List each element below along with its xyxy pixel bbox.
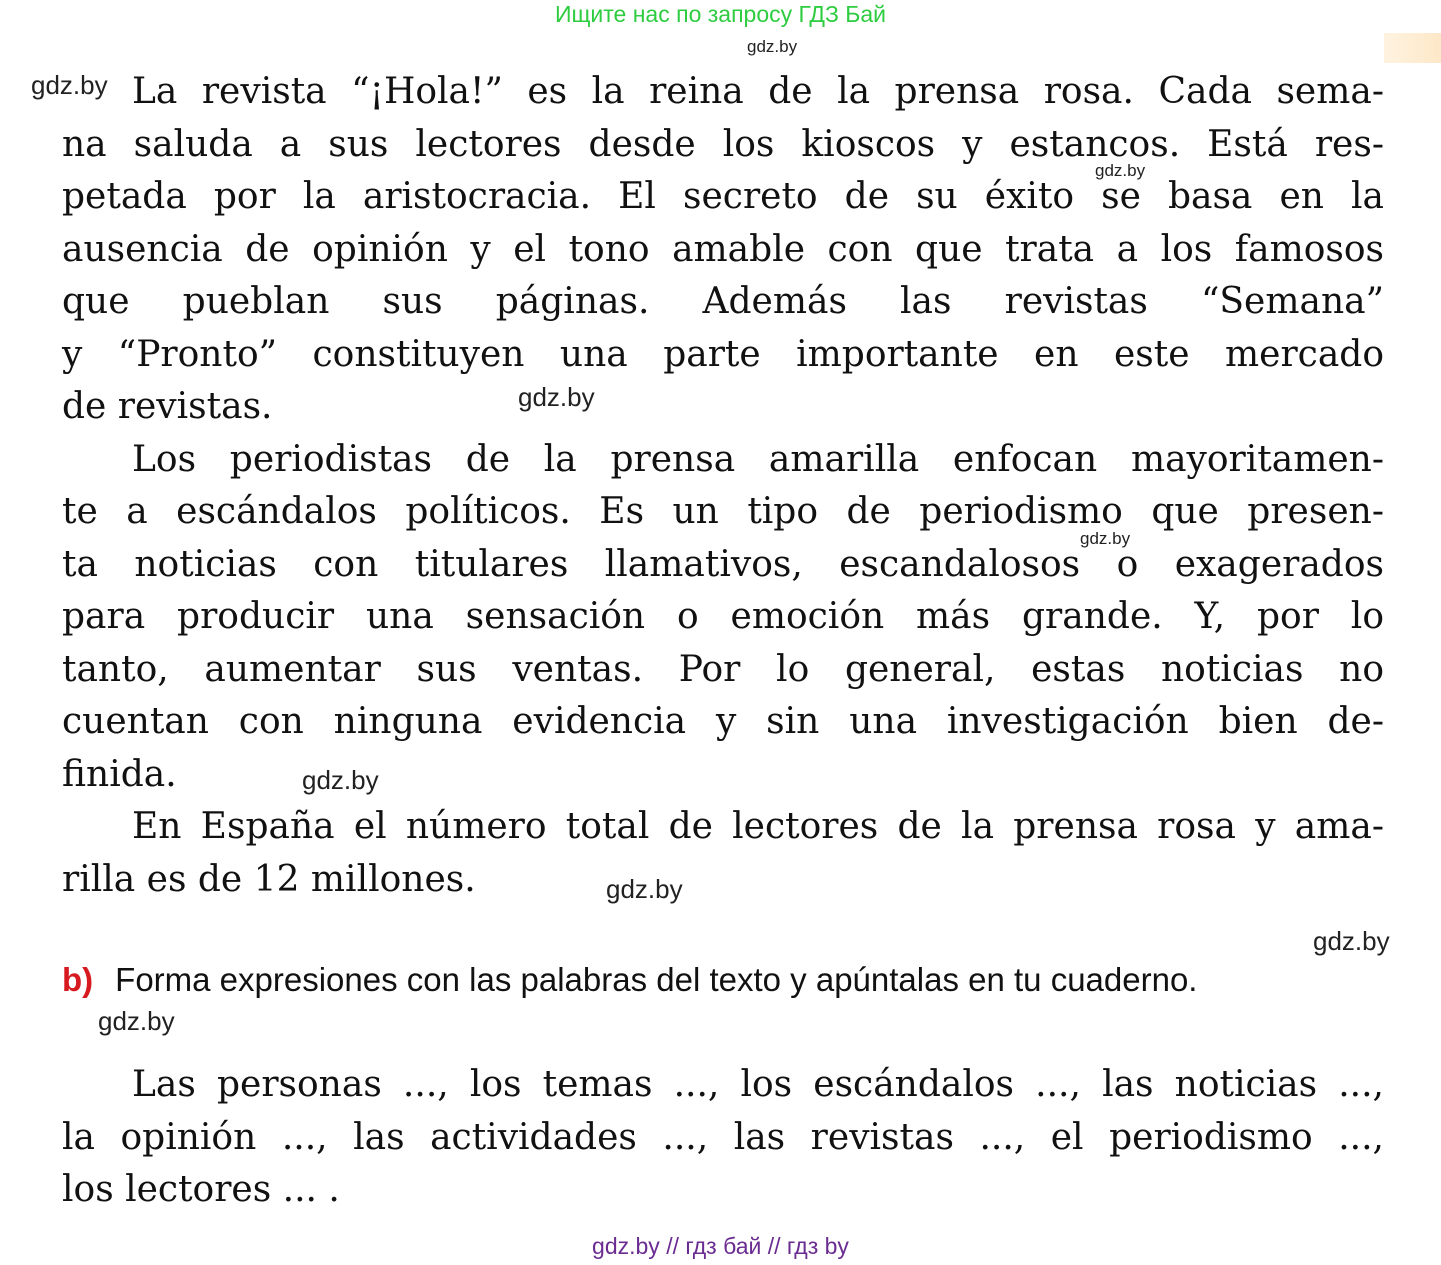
text-line: Los periodistas de la prensa amarilla enfocan mayoritamen- xyxy=(132,439,1384,480)
watermark: gdz.by xyxy=(606,874,683,904)
text-line: rilla es de 12 millones. xyxy=(62,859,476,900)
text-line: de revistas. xyxy=(62,386,273,427)
text-line: cuentan con ninguna evidencia y sin una investigación bien de- xyxy=(62,701,1384,742)
text-line: ta noticias con titulares llamativos, escandalosos o exagerados xyxy=(62,544,1384,585)
watermark: gdz.by xyxy=(1080,529,1131,548)
watermark: gdz.by xyxy=(31,70,108,100)
task-label: b) xyxy=(62,961,94,998)
text-line: para producir una sensación o emoción más grande. Y, por lo xyxy=(62,596,1384,637)
footer: gdz.by // гдз бай // гдз by xyxy=(592,1233,849,1259)
text-line: te a escándalos políticos. Es un tipo de periodismo que presen- xyxy=(62,491,1384,532)
watermark: gdz.by xyxy=(1313,926,1390,956)
task-b xyxy=(62,958,1384,1002)
watermark: gdz.by xyxy=(1095,161,1146,180)
exercise-line: los lectores ... . xyxy=(62,1169,340,1210)
text-line: na saluda a sus lectores desde los kioscos y estancos. Está res- xyxy=(62,124,1384,165)
watermark: gdz.by xyxy=(518,382,595,412)
header-site-watermark: gdz.by xyxy=(747,37,798,56)
text-line: y “Pronto” constituyen una parte importante en este mercado xyxy=(62,334,1384,375)
exercise-line: Las personas ..., los temas ..., los escándalos ..., las noticias ..., xyxy=(132,1064,1384,1105)
text-line: ausencia de opinión y el tono amable con que trata a los famosos xyxy=(62,229,1384,270)
watermark: gdz.by xyxy=(302,765,379,795)
text-line: que pueblan sus páginas. Además las revistas “Semana” xyxy=(62,281,1384,322)
corner-tab xyxy=(1384,33,1441,63)
text-line: La revista “¡Hola!” es la reina de la prensa rosa. Cada sema- xyxy=(132,71,1384,112)
watermark: gdz.by xyxy=(98,1006,175,1036)
text-line: En España el número total de lectores de la prensa rosa y ama- xyxy=(132,806,1384,847)
top-banner: Ищите нас по запросу ГДЗ Бай xyxy=(554,1,887,27)
task-instruction: Forma expresiones con las palabras del texto y apúntalas en tu cuaderno. xyxy=(115,961,1198,998)
text-line: tanto, aumentar sus ventas. Por lo general, estas noticias no xyxy=(62,649,1384,690)
exercise-line: la opinión ..., las actividades ..., las revistas ..., el periodismo ..., xyxy=(62,1117,1384,1158)
text-line: finida. xyxy=(62,754,177,795)
text-line: petada por la aristocracia. El secreto de su éxito se basa en la xyxy=(62,176,1384,217)
